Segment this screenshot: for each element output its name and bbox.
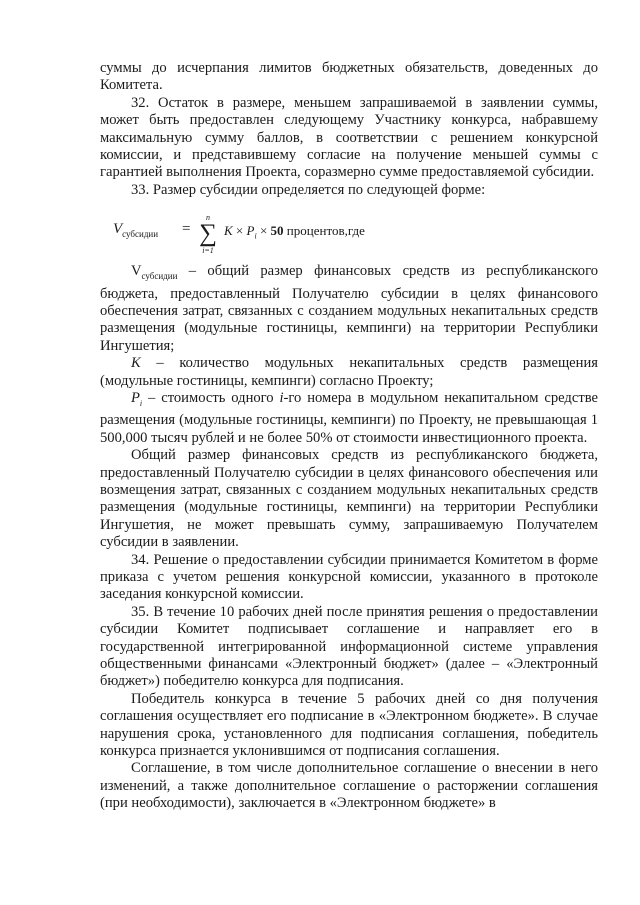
definition-v: $V_{субсидии}$ – общий размер финансовых средств из республиканского бюджета, предоставленный Получателю субсидии в целях финансового обеспечения затрат, связанных с созданием модульных некапитальных средств размещения (модульные гостиницы, кемпинги) на территории Республики Ингушетия; [100,263,598,354]
subsidy-formula [100,199,598,263]
paragraph-33: 33. Размер субсидии определяется по следующей форме: [131,181,486,198]
sum-lower-limit: i=1 [202,246,214,256]
formula-equals: = [182,221,191,238]
paragraph-34: 34. Решение о предоставлении субсидии принимается Комитетом в форме приказа с учетом решения конкурсной комиссии, указанного в протоколе заседания конкурсной комиссии. [100,551,598,603]
paragraph-35: 35. В течение 10 рабочих дней после принятия решения о предоставлении субсидии Комитет подписывает соглашение и направляет его в государственной интегрированной информационной системе управления общественными финансами «Электронный бюджет» (далее – «Электронный бюджет») победителю конкурса для подписания. [100,603,598,690]
paragraph-32: 32. Остаток в размере, меньшем запрашиваемой в заявлении суммы, может быть предоставлен следующему Участнику конкурса, набравшему максимальную сумму баллов, в соответствии с решением конкурсной комиссии, и представившему согласие на получение меньшей суммы с гарантией выполнения Проекта, соразмерно сумме предоставляемой субсидии. [100,94,598,181]
document-page [100,60,598,813]
definition-k: K – количество модульных некапитальных средств размещения (модульные гостиницы, кемпинги) согласно Проекту; [100,355,598,389]
paragraph-continuation: суммы до исчерпания лимитов бюджетных обязательств, доведенных до Комитета. [100,60,598,94]
sum-upper-limit: n [206,213,210,223]
paragraph-winner: Победитель конкурса в течение 5 рабочих дней со дня получения соглашения осуществляет его подписание в «Электронном бюджете». В случае нарушения срока, установленного для подписания соглашения, победитель конкурса признается уклонившимся от подписания соглашения. [100,690,598,760]
formula-lhs: $V_{субсидии}$ [113,221,159,240]
formula-rhs: $K \times P_i \times 50$ процентов,где [224,223,365,241]
formula-sum [198,213,218,255]
sum-symbol: ∑ [199,220,217,248]
paragraph-total-amount: Общий размер финансовых средств из республиканского бюджета, предоставленный Получателю субсидии в целях финансового обеспечения или возмещения затрат, связанных с созданием модульных некапитальных средств размещения (модульные гостиницы, кемпинги) на территории Республики Ингушетия, не может превышать сумму, запрашиваемую Получателем субсидии в заявлении. [100,447,598,551]
definition-p: $P_i$ – стоимость одного i-го номера в модульном некапитальном средстве размещения (модульные гостиницы, кемпинги) по Проекту, не превышающая 1 500,000 тысяч рублей и не более 50% от стоимости инвестиционного проекта. [100,390,598,446]
paragraph-agreement: Соглашение, в том числе дополнительное соглашение о внесении в него изменений, а также дополнительное соглашение о расторжении соглашения (при необходимости), заключается в «Электронном бюджете» в [100,760,598,812]
